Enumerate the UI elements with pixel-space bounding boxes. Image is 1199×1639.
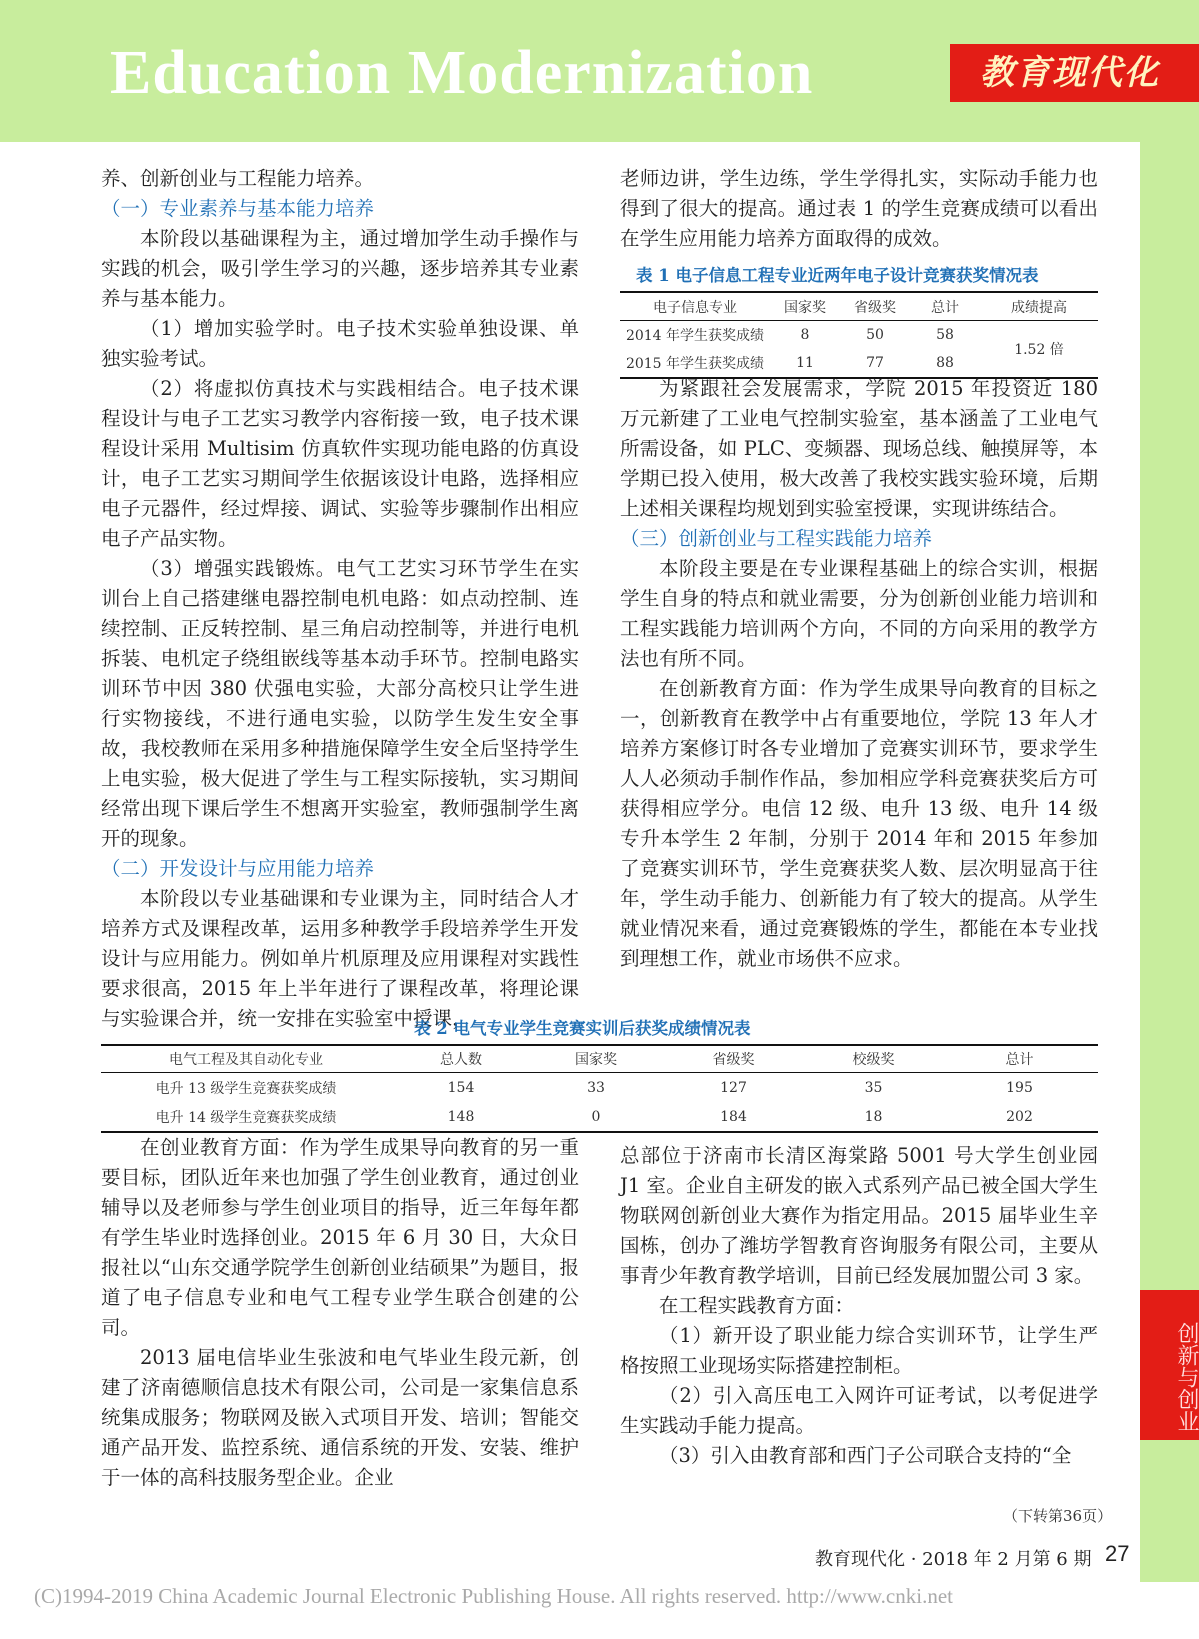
table-cell: 11 [796, 355, 814, 371]
table2 [101, 1044, 1098, 1133]
table-cell: 电升 13 级学生竞赛获奖成绩 [155, 1080, 337, 1097]
table-cell: 33 [587, 1079, 605, 1096]
table-header-cell: 国家奖 [770, 292, 840, 321]
paragraph: （1）增加实验学时。电子技术实验单独设课、单独实验考试。 [101, 317, 579, 370]
table-cell: 77 [866, 355, 884, 371]
table-cell: 88 [936, 355, 954, 371]
table-cell: 2015 年学生获奖成绩 [625, 356, 765, 372]
table-cell: 电升 14 级学生竞赛获奖成绩 [155, 1109, 337, 1126]
bottom-right-column [620, 1141, 1098, 1471]
table-header-cell: 电气工程及其自动化专业 [101, 1045, 391, 1073]
paragraph: 在创新教育方面：作为学生成果导向教育的目标之一，创新教育在教学中占有重要地位，学院 13 年人才培养方案修订时各专业增加了竞赛实训环节，要求学生人人必须动手制作作品，参加相应学科竞赛获奖后方可获得相应学分。电信 12 级、电升 13 级、电升 14 级专升本学生 2 年制，分别于 2014 年和 2015 年参加了竞赛实训环节，学生竞赛获奖人数、层次明显高于往年，学生动手能力、创新能力有了较大的提高。从学生就业情况来看，通过竞赛锻炼的学生，都能在本专业找到理想工作，就业市场供不应求。 [620, 677, 1098, 970]
table-header-cell: 成绩提高 [980, 292, 1098, 321]
table-cell: 8 [800, 327, 810, 343]
table1-caption: 表 1 电子信息工程专业近两年电子设计竞赛获奖情况表 [636, 266, 1039, 285]
right-column-top [620, 164, 1098, 254]
table-row [620, 321, 1098, 350]
paragraph: 本阶段主要是在专业课程基础上的综合实训，根据学生自身的特点和就业需要，分为创新创业能力培训和工程实践能力培训两个方向，不同的方向采用的教学方法也有所不同。 [620, 557, 1098, 670]
table-cell: 202 [1006, 1108, 1033, 1125]
table-cell: 127 [720, 1079, 747, 1096]
table-header-cell: 国家奖 [531, 1045, 661, 1073]
table-header-cell: 总计 [941, 1045, 1098, 1073]
table-header-cell: 总计 [910, 292, 980, 321]
table-cell: 0 [591, 1108, 601, 1125]
paragraph: （3）引入由教育部和西门子公司联合支持的“全 [659, 1444, 1072, 1467]
table-header-row [620, 292, 1098, 321]
paragraph: （2）将虚拟仿真技术与实践相结合。电子技术课程设计与电子工艺实习教学内容衔接一致，电子技术课程设计采用 Multisim 仿真软件实现功能电路的仿真设计，电子工艺实习期间学生依据该设计电路，选择相应电子元器件，经过焊接、调试、实验等步骤制作出相应电子产品实物。 [101, 377, 579, 550]
copyright-notice: (C)1994-2019 China Academic Journal Electronic Publishing House. All rights reserved. http://www.cnki.net [34, 1584, 953, 1608]
table-header-cell: 省级奖 [661, 1045, 806, 1073]
page-number: 27 [1105, 1541, 1130, 1566]
table-header-cell: 省级奖 [840, 292, 910, 321]
table-cell: 184 [720, 1108, 747, 1125]
paragraph: （3）增强实践锻炼。电气工艺实习环节学生在实训台上自己搭建继电器控制电机电路：如点动控制、连续控制、正反转控制、星三角启动控制等，并进行电机拆装、电机定子绕组嵌线等基本动手环节。控制电路实训环节中因 380 伏强电实验，大部分高校只让学生进行实物接线，不进行通电实验，以防学生发生安全事故，我校教师在采用多种措施保障学生安全后坚持学生上电实验，极大促进了学生与工程实际接轨，实习期间经常出现下课后学生不想离开实验室，教师强制学生离开的现象。 [101, 557, 579, 850]
table-cell-improvement: 1.52 倍 [1014, 342, 1064, 358]
table-cell: 35 [864, 1079, 883, 1096]
table-header-cell: 总人数 [391, 1045, 531, 1073]
table-cell: 148 [447, 1108, 475, 1125]
paragraph: （1）新开设了职业能力综合实训环节，让学生严格按照工业现场实际搭建控制柜。 [620, 1324, 1098, 1377]
paragraph: 本阶段以基础课程为主，通过增加学生动手操作与实践的机会，吸引学生学习的兴趣，逐步培养其专业素养与基本能力。 [101, 227, 579, 310]
paragraph: 养、创新创业与工程能力培养。 [101, 167, 375, 190]
table-row [101, 1073, 1098, 1103]
table-cell: 195 [1006, 1079, 1033, 1096]
table-cell: 50 [866, 327, 884, 343]
table-header-cell: 电子信息专业 [620, 292, 770, 321]
paragraph: 在工程实践教育方面： [659, 1294, 855, 1317]
paragraph: 总部位于济南市长清区海棠路 5001 号大学生创业园 J1 室。企业自主研发的嵌入式系列产品已被全国大学生物联网创新创业大赛作为指定用品。2015 届毕业生辛国栋，创办了潍坊学智教育咨询服务有限公司，主要从事青少年教育教学培训，目前已经发展加盟公司 3 家。 [620, 1144, 1098, 1287]
section-heading-2: （二）开发设计与应用能力培养 [101, 857, 375, 880]
section-heading-3: （三）创新创业与工程实践能力培养 [620, 527, 933, 550]
table2-caption: 表 2 电气专业学生竞赛实训后获奖成绩情况表 [414, 1019, 751, 1038]
paragraph: 本阶段以专业基础课和专业课为主，同时结合人才培养方式及课程改革，运用多种教学手段培养学生开发设计与应用能力。例如单片机原理及应用课程对实践性要求很高，2015 年上半年进行了课程改革，将理论课与实验课合并，统一安排在实验室中授课， [101, 887, 579, 1030]
journal-english-title: Education Modernization [110, 39, 814, 107]
bottom-left-column [101, 1133, 579, 1493]
section-side-tab: 创新与创业 [1140, 1290, 1199, 1440]
paragraph: 在创业教育方面：作为学生成果导向教育的另一重要目标，团队近年来也加强了学生创业教育，通过创业辅导以及老师参与学生创业项目的指导，近三年每年都有学生毕业时选择创业。2015 年 6 月 30 日，大众日报社以“山东交通学院学生创新创业结硕果”为题目，报道了电子信息专业和电气工程专业学生联合创建的公司。 [101, 1136, 579, 1339]
paragraph: 为紧跟社会发展需求，学院 2015 年投资近 180 万元新建了工业电气控制实验室，基本涵盖了工业电气所需设备，如 PLC、变频器、现场总线、触摸屏等，本学期已投入使用，极大改善了我校实践实验环境，后期上述相关课程均规划到实验室授课，实现讲练结合。 [620, 377, 1098, 520]
table-header-row [101, 1045, 1098, 1073]
paragraph: （2）引入高压电工入网许可证考试，以考促进学生实践动手能力提高。 [620, 1384, 1098, 1437]
journal-issue-info: 教育现代化 · 2018 年 2 月第 6 期 [815, 1549, 1092, 1570]
right-column [620, 374, 1098, 974]
continued-note: （下转第36页） [1003, 1507, 1113, 1525]
table-cell: 58 [936, 327, 954, 343]
left-column [101, 164, 579, 1034]
table-cell: 2014 年学生获奖成绩 [625, 328, 765, 344]
paragraph: 2013 届电信毕业生张波和电气毕业生段元新，创建了济南德顺信息技术有限公司，公司是一家集信息系统集成服务；物联网及嵌入式项目开发、培训；智能交通产品开发、监控系统、通信系统的开发、安装、维护于一体的高科技服务型企业。企业 [101, 1346, 579, 1489]
section-heading-1: （一）专业素养与基本能力培养 [101, 197, 375, 220]
table1 [620, 291, 1098, 379]
table-cell: 18 [864, 1108, 883, 1125]
table-row [101, 1102, 1098, 1132]
paragraph: 老师边讲，学生边练，学生学得扎实，实际动手能力也得到了很大的提高。通过表 1 的学生竞赛成绩可以看出在学生应用能力培养方面取得的成效。 [620, 167, 1098, 250]
table-header-cell: 校级奖 [806, 1045, 941, 1073]
journal-header [0, 0, 1199, 142]
table-cell: 154 [447, 1079, 475, 1096]
journal-brand-logo: 教育现代化 [950, 44, 1199, 102]
